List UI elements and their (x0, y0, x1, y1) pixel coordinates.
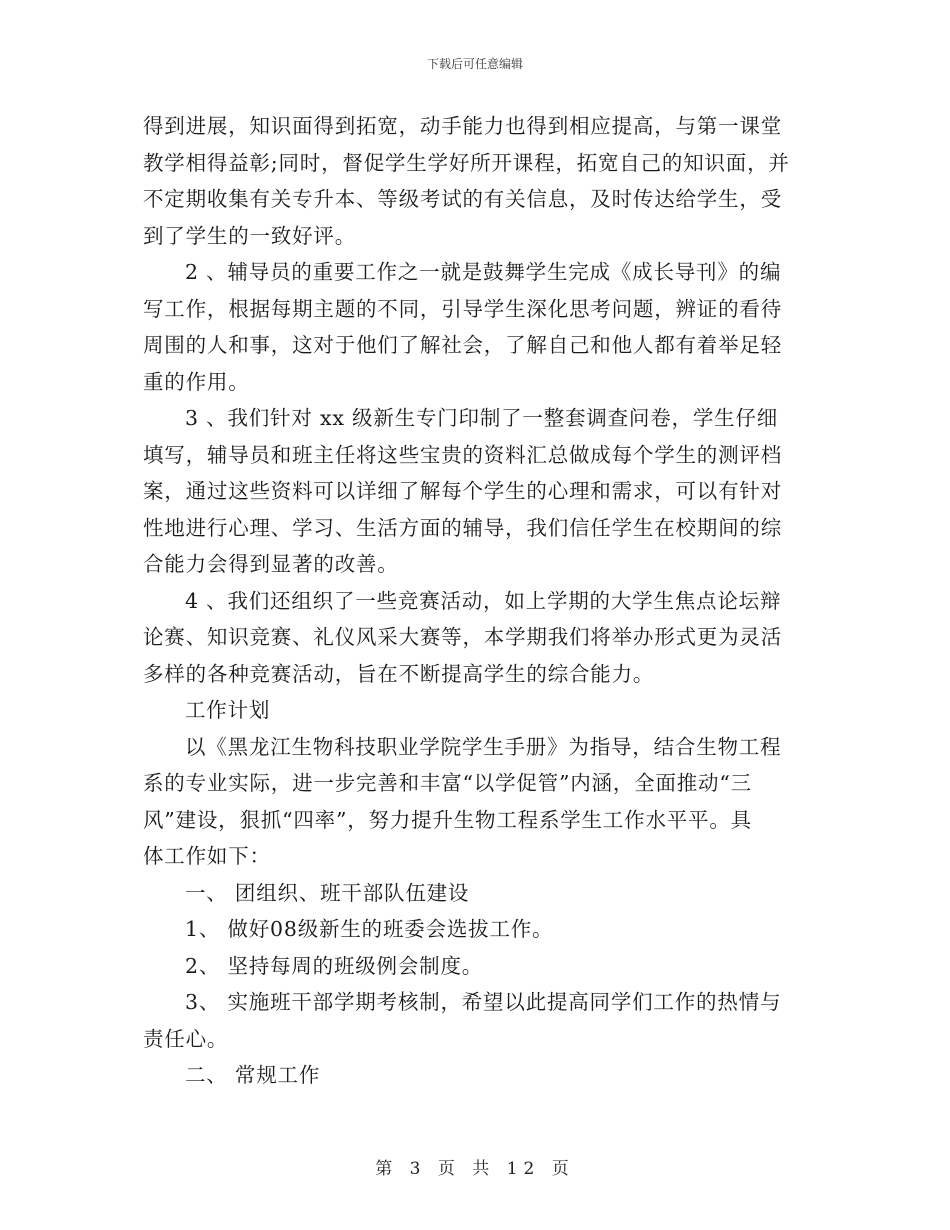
text-line: 周围的人和事，这对于他们了解社会，了解自己和他人都有着举足轻 (143, 333, 782, 357)
document-body (143, 108, 805, 1094)
paragraph (143, 583, 805, 693)
list-item (143, 984, 805, 1057)
text-line: 到了学生的一致好评。 (143, 223, 356, 248)
text-line: 1、 做好08级新生的班委会选拔工作。 (185, 917, 554, 941)
section-heading (143, 1057, 805, 1094)
paragraph (143, 108, 805, 254)
text-line: 案，通过这些资料可以详细了解每个学生的心理和需求，可以有针对 (143, 479, 782, 503)
page-header: 下载后可任意编辑 (426, 57, 523, 71)
text-line: 填写，辅导员和班主任将这些宝贵的资料汇总做成每个学生的测评档 (143, 442, 782, 467)
text-line: 4 、我们还组织了一些竞赛活动，如上学期的大学生焦点论坛辩 (185, 588, 782, 613)
text-line: 风”建设，狠抓“四率”，努力提升生物工程系学生工作水平平。具 (143, 807, 752, 832)
text-line: 教学相得益彰;同时，督促学生学好所开课程，拓宽自己的知识面，并 (143, 150, 790, 175)
section-heading (143, 692, 805, 729)
text-line: 2 、辅导员的重要工作之一就是鼓舞学生完成《成长导刊》的编 (185, 260, 782, 284)
text-line: 工作计划 (185, 698, 271, 722)
text-line: 以《黑龙江生物科技职业学院学生手册》为指导，结合生物工程 (185, 734, 782, 759)
text-line: 二、 常规工作 (185, 1063, 321, 1087)
text-line: 论赛、知识竞赛、礼仪风采大赛等，本学期我们将举办形式更为灵活 (143, 625, 782, 649)
text-line: 不定期收集有关专升本、等级考试的有关信息，及时传达给学生，受 (143, 187, 782, 211)
section-heading (143, 875, 805, 912)
text-line: 一、 团组织、班干部队伍建设 (185, 880, 470, 905)
text-line: 体工作如下： (143, 844, 271, 868)
paragraph (143, 729, 805, 875)
paragraph (143, 400, 805, 583)
text-line: 系的专业实际，进一步完善和丰富“以学促管”内涵，全面推动“三 (143, 771, 752, 795)
page-number: 第 3 页 共 12 页 (375, 1159, 575, 1179)
text-line: 得到进展，知识面得到拓宽，动手能力也得到相应提高，与第一课堂 (143, 114, 782, 138)
text-line: 3 、我们针对 xx 级新生专门印制了一整套调查问卷，学生仔细 (185, 406, 779, 430)
text-line: 3、 实施班干部学期考核制，希望以此提高同学们工作的热情与 (185, 990, 782, 1014)
text-line: 2、 坚持每周的班级例会制度。 (185, 953, 484, 978)
paragraph (143, 254, 805, 400)
text-line: 重的作用。 (143, 369, 250, 394)
text-line: 多样的各种竞赛活动，旨在不断提高学生的综合能力。 (143, 661, 655, 686)
text-line: 写工作，根据每期主题的不同，引导学生深化思考问题，辨证的看待 (143, 296, 782, 321)
text-line: 责任心。 (143, 1026, 229, 1051)
list-item (143, 948, 805, 985)
text-line: 性地进行心理、学习、生活方面的辅导，我们信任学生在校期间的综 (143, 515, 782, 540)
text-line: 合能力会得到显著的改善。 (143, 552, 399, 576)
list-item (143, 911, 805, 948)
